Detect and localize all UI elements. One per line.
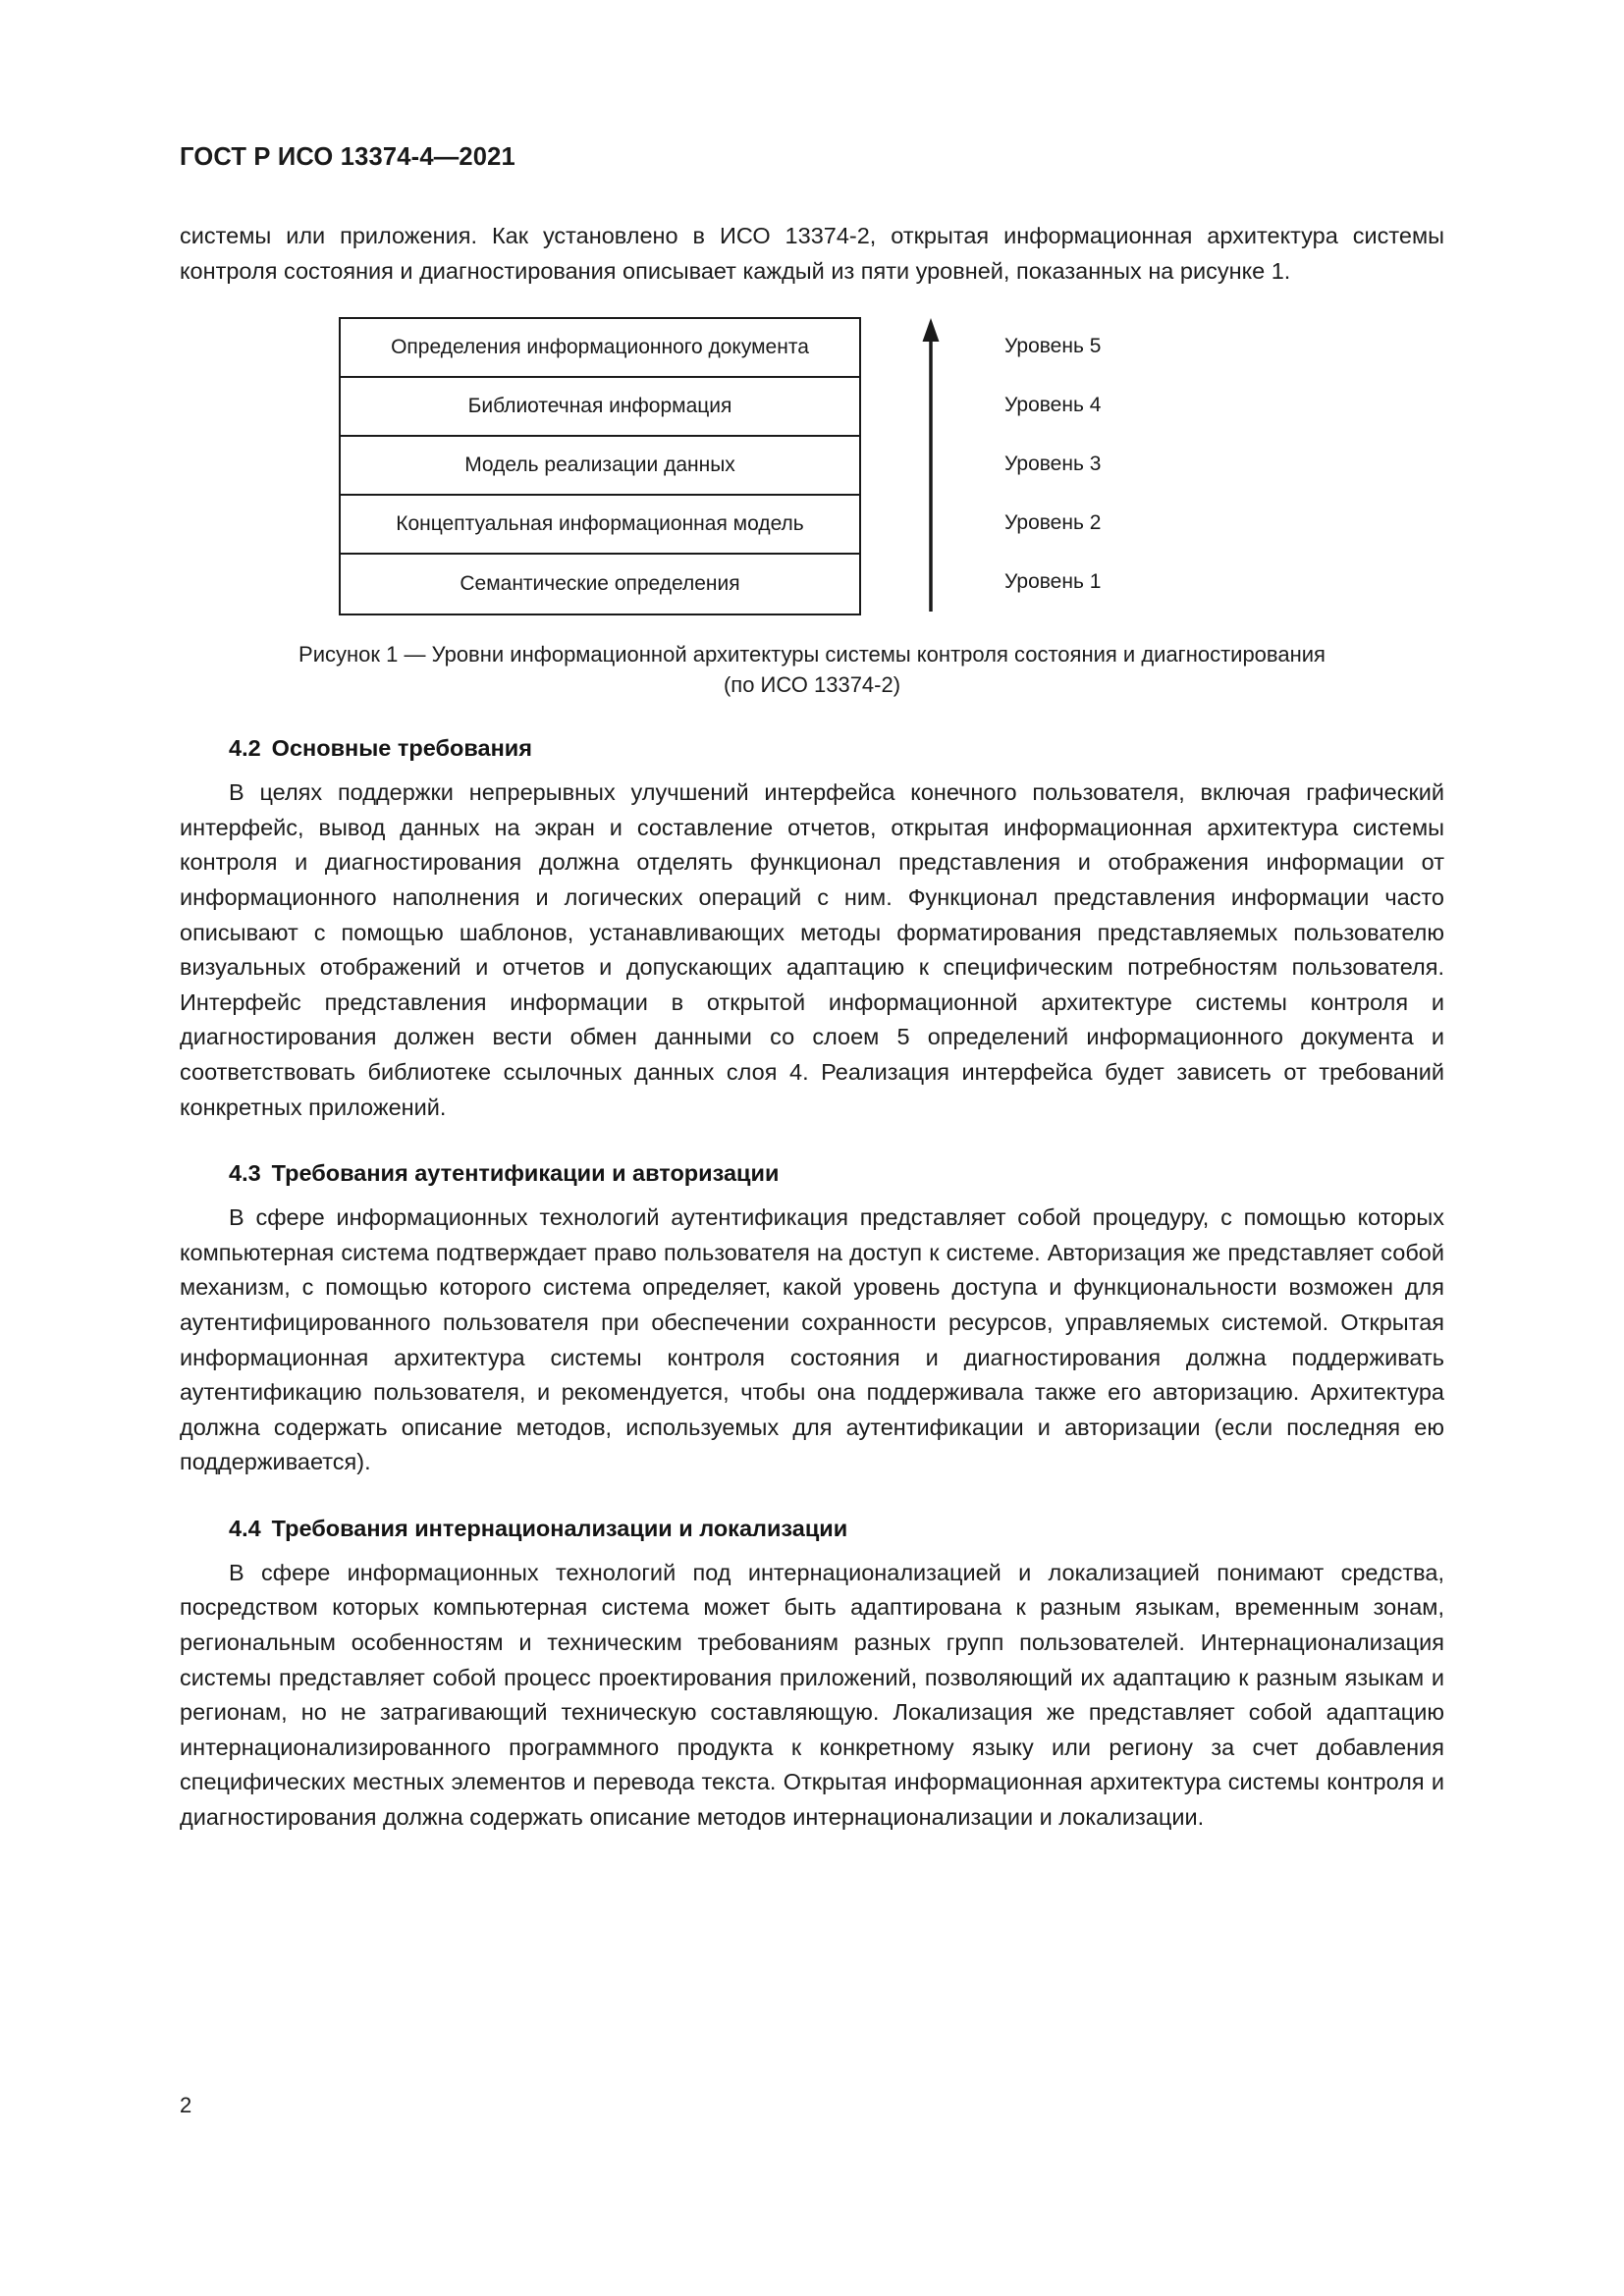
figure-caption-line-1: Рисунок 1 — Уровни информационной архитектуры системы контроля состояния и диагностирования [298,642,1326,667]
level-label: Уровень 2 [1004,511,1102,535]
section-4-2-paragraph: В целях поддержки непрерывных улучшений интерфейса конечного пользователя, включая графический интерфейс, вывод данных на экран и составление отчетов, открытая информационная архитектура системы контроля и диагностирования должна отделять функционал представления и отображения информации от информационного наполнения и логических операций с ним. Функционал представления информации часто описывают с помощью шаблонов, устанавливающих методы форматирования представляемых пользователю визуальных отображений и отчетов и допускающих адаптацию к специфическим потребностям пользователя. Интерфейс представления информации в открытой информационной архитектуре системы контроля и диагностирования должен вести обмен данными со слоем 5 определений информационного документа и соответствовать библиотеке ссылочных данных слоя 4. Реализация интерфейса будет зависеть от требований конкретных приложений. [180,779,1444,1120]
level-label-column [1004,317,1260,612]
layer-box [341,437,859,496]
section-number: 4.3 [229,1160,261,1187]
figure-1 [180,317,1444,700]
section-4-3-paragraph: В сфере информационных технологий аутентификация представляет собой процедуру, с помощью которых компьютерная система подтверждает право пользователя на доступ к системе. Авторизация же представляет собой механизм, с помощью которого система определяет, какой уровень доступа и функциональности возможен для аутентифицированного пользователя при обеспечении сохранности ресурсов, управляемых системой. Открытая информационная архитектура системы контроля состояния и диагностирования должна поддерживать аутентификацию пользователя, и рекомендуется, чтобы она поддерживала также его авторизацию. Архитектура должна содержать описание методов, используемых для аутентификации и авторизации (если последняя ею поддерживается). [180,1204,1444,1475]
layer-box [341,496,859,555]
intro-paragraph: системы или приложения. Как установлено в ИСО 13374-2, открытая информационная архитектура системы контроля состояния и диагностирования описывает каждый из пяти уровней, показанных на рисунке 1. [180,223,1444,284]
level-label: Уровень 3 [1004,453,1102,476]
section-heading-4-4 [229,1516,1444,1542]
section-heading-4-3 [229,1160,1444,1187]
section-title: Требования интернационализации и локализации [271,1515,848,1541]
layer-label: Библиотечная информация [467,395,732,418]
section-number: 4.2 [229,735,261,762]
section-heading-4-2 [229,735,1444,762]
running-header: ГОСТ Р ИСО 13374-4—2021 [180,143,515,171]
up-arrow-icon [918,317,944,612]
layer-box [341,319,859,378]
figure-1-body [180,317,1444,612]
level-label: Уровень 5 [1004,335,1102,358]
level-label: Уровень 4 [1004,394,1102,417]
section-number: 4.4 [229,1515,261,1541]
section-title: Требования аутентификации и авторизации [271,1160,780,1187]
layer-box [341,555,859,614]
page-content [180,143,1444,1836]
layer-label: Семантические определения [460,572,740,596]
page-number: 2 [180,2093,192,2117]
level-label: Уровень 1 [1004,570,1102,594]
layer-label: Определения информационного документа [391,336,809,359]
layer-label: Модель реализации данных [464,454,735,477]
layer-label: Концептуальная информационная модель [396,512,804,536]
architecture-layer-stack [339,317,861,615]
section-4-4-paragraph: В сфере информационных технологий под интернационализацией и локализацией понимают средства, посредством которых компьютерная система может быть адаптирована к разным языкам, временным зонам, региональным особенностям и техническим требованиям разных групп пользователей. Интернационализация системы представляет собой процесс проектирования приложений, позволяющий их адаптацию к разным языкам и регионам, но не затрагивающий техническую составляющую. Локализация же представляет собой адаптацию интернационализированного программного продукта к конкретному языку или региону за счет добавления специфических местных элементов и перевода текста. Открытая информационная архитектура системы контроля и диагностирования должна содержать описание методов интернационализации и локализации. [180,1559,1444,1831]
figure-caption [180,639,1444,700]
section-title: Основные требования [271,735,532,762]
layer-box [341,378,859,437]
figure-caption-line-2: (по ИСО 13374-2) [723,672,901,698]
